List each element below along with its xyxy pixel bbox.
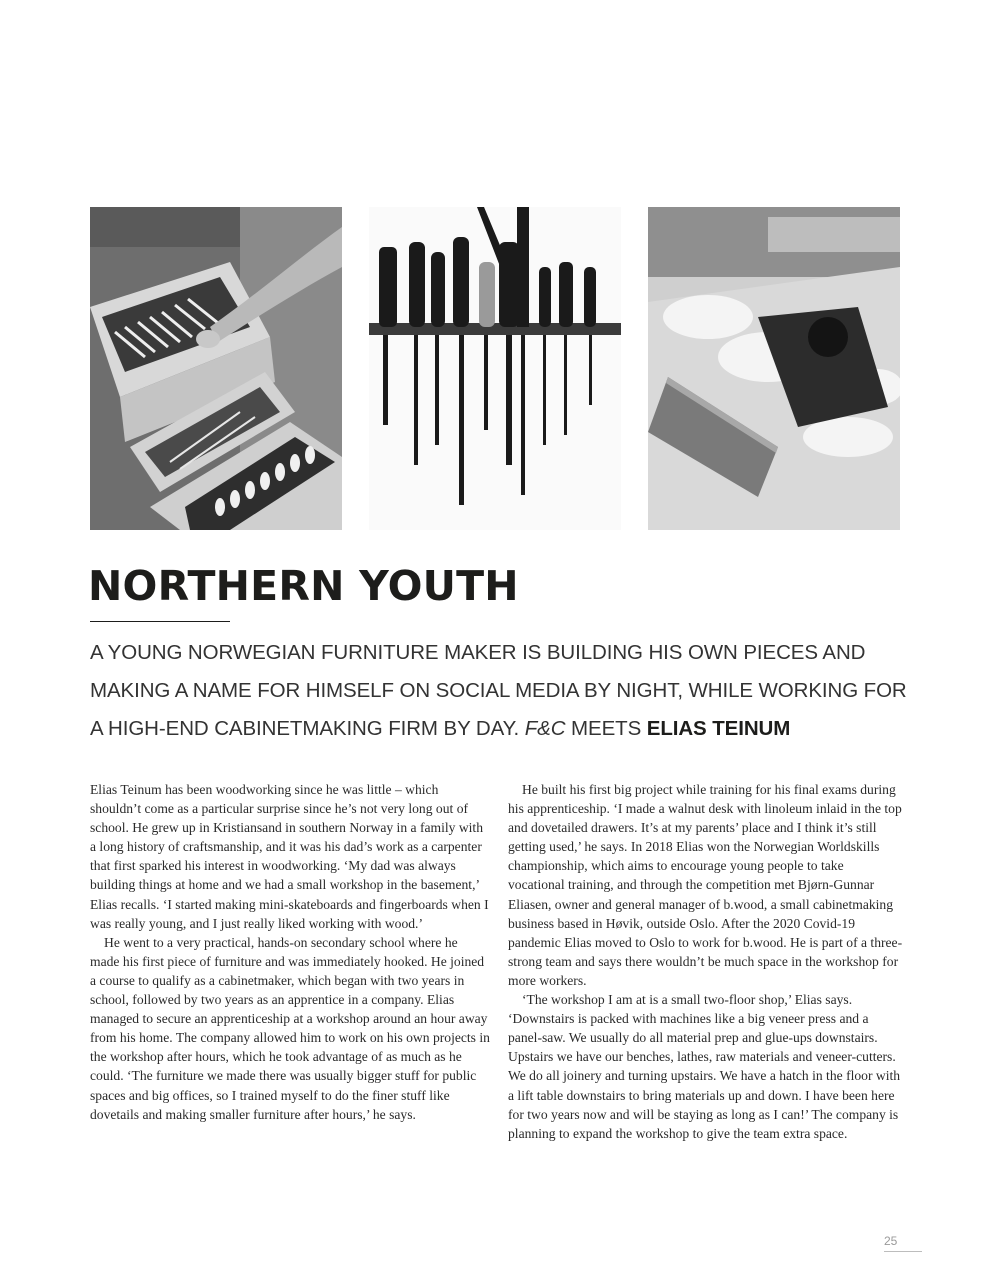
headline-divider — [90, 621, 230, 622]
page-number: 25 — [884, 1234, 898, 1248]
photo-hand-plane — [648, 207, 900, 530]
body-column-left — [90, 780, 490, 1124]
standfirst-meets: MEETS — [565, 717, 647, 740]
photo-tool-rack — [369, 207, 621, 530]
body-paragraph: He built his first big project while training for his final exams during his apprenticeship. ‘I made a walnut desk with linoleum inlaid in the top and dovetailed drawers. It’s at my parents’ place and I think it’s still getting used,’ he says. In 2018 Elias won the Norwegian Worldskills championship, which aims to encourage young people to take vocational training, and through the competition met Bjørn-Gunnar Eliasen, owner and general manager of b.wood, a small cabinetmaking business based in Høvik, outside Oslo. After the 2020 Covid-19 pandemic Elias moved to Oslo to work for b.wood. He is part of a three-strong team and says there wouldn’t be much space in the workshop for more workers. — [508, 782, 903, 988]
body-paragraph: Elias Teinum has been woodworking since he was little – which shouldn’t come as a particular surprise since he’s not very long out of school. He grew up in Kristiansand in southern Norway in a family with a long history of craftsmanship, and it was his dad’s work as a carpenter that first sparked his interest in woodworking. ‘My dad was always building things at home and we had a small workshop in the basement,’ Elias recalls. ‘I started making mini-skateboards and fingerboards when I was really young, and I just really liked working with wood.’ — [90, 782, 489, 931]
subject-name: ELIAS TEINUM — [646, 717, 791, 740]
body-paragraph: He went to a very practical, hands-on secondary school where he made his first piece of furniture and was immediately hooked. He joined a course to qualify as a cabinetmaker, which began with two years in school, followed by two years as an apprentice in a company. Elias managed to secure an apprenticeship at a workshop around an hour away from his home. The company allowed him to work on his own projects in the workshop after hours, which he took advantage of as much as he could. ‘The furniture we made there was usually bigger stuff for public spaces and big offices, so I trained myself to do the finer stuff like dovetails and making smaller furniture after hours,’ he says. — [90, 934, 490, 1122]
standfirst-text: A YOUNG NORWEGIAN FURNITURE MAKER IS BUILDING HIS OWN PIECES AND MAKING A NAME FOR HIMSELF ON SOCIAL MEDIA BY NIGHT, WHILE WORKING FOR A HIGH-END CABINETMAKING FIRM BY DAY. — [90, 641, 907, 740]
body-paragraph: ‘The workshop I am at is a small two-floor shop,’ Elias says. ‘Downstairs is packed with machines like a big veneer press and a panel-saw. We usually do all material prep and glue-ups downstairs. Upstairs we have our benches, lathes, raw materials and veneer-cutters. We do all joinery and turning upstairs. We have a hatch in the floor with a lift table downstairs to bring materials up and down. I have been here for two years now and will be staying as long as I can!’ The company is planning to expand the workshop to give the team extra space. — [508, 992, 901, 1141]
body-column-right — [508, 780, 903, 1143]
magazine-name: F&C — [524, 717, 566, 740]
article-standfirst — [90, 634, 920, 748]
photo-tool-drawers — [90, 207, 342, 530]
page-number-rule — [884, 1251, 922, 1252]
article-headline: NORTHERN YOUTH — [88, 562, 519, 610]
